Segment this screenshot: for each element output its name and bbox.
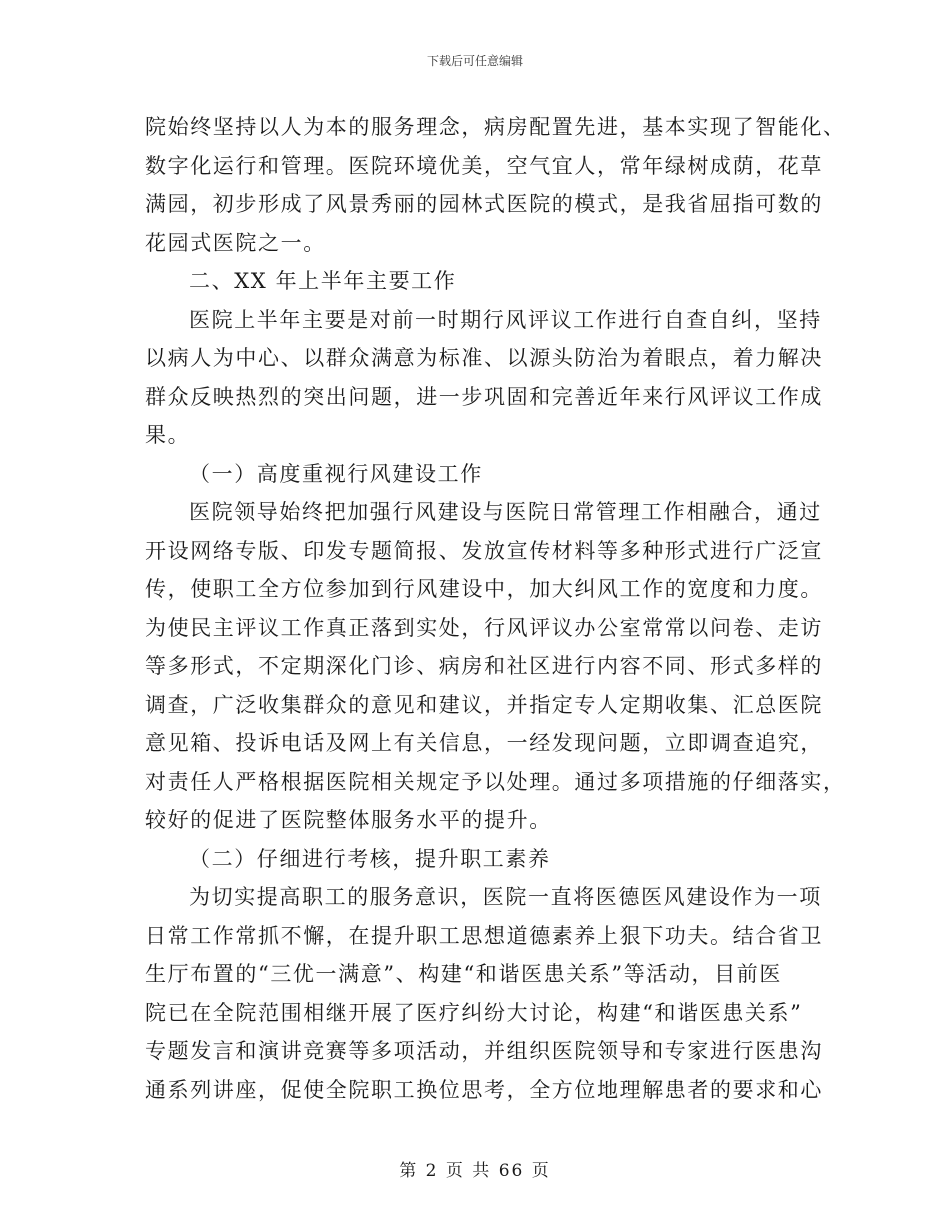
paragraph-line: 满园，初步形成了风景秀丽的园林式医院的模式，是我省屈指可数的	[145, 192, 823, 216]
paragraph-line: 开设网络专版、印发专题简报、发放宣传材料等多种形式进行广泛宣	[145, 538, 823, 563]
paragraph-line: 院始终坚持以人为本的服务理念，病房配置先进，基本实现了智能化、	[145, 115, 846, 139]
page-header: 下载后可任意编辑	[426, 54, 523, 68]
paragraph-line: 生厅布置的“三优一满意”、构建“和谐医患关系”等活动，目前医	[145, 962, 782, 986]
paragraph-line: 医院上半年主要是对前一时期行风评议工作进行自查自纠，坚持	[189, 307, 822, 332]
paragraph-line: 日常工作常抓不懈，在提升职工思想道德素养上狠下功夫。结合省卫	[145, 923, 823, 948]
paragraph-line: 以病人为中心、以群众满意为标准、以源头防治为着眼点，着力解决	[145, 346, 823, 370]
document-body	[145, 108, 846, 1109]
paragraph-line: 为切实提高职工的服务意识，医院一直将医德医风建设作为一项	[189, 885, 822, 909]
paragraph-line: 对责任人严格根据医院相关规定予以处理。通过多项措施的仔细落实，	[145, 769, 846, 794]
paragraph-line: 为使民主评议工作真正落到实处，行风评议办公室常常以问卷、走访	[145, 615, 823, 640]
subsection-heading: （二）仔细进行考核，提升职工素养	[189, 846, 551, 871]
paragraph-line: 调查，广泛收集群众的意见和建议，并指定专人定期收集、汇总医院	[145, 692, 823, 717]
paragraph-line: 较好的促进了医院整体服务水平的提升。	[145, 808, 552, 832]
paragraph-line: 群众反映热烈的突出问题，进一步巩固和完善近年来行风评议工作成	[145, 384, 823, 409]
subsection-heading: （一）高度重视行风建设工作	[189, 461, 483, 486]
paragraph-line: 医院领导始终把加强行风建设与医院日常管理工作相融合，通过	[189, 500, 822, 524]
paragraph-line: 意见箱、投诉电话及网上有关信息，一经发现问题，立即调查追究，	[145, 731, 823, 755]
paragraph-line: 果。	[145, 423, 191, 447]
paragraph-line: 通系列讲座，促使全院职工换位思考，全方位地理解患者的要求和心	[145, 1077, 823, 1102]
section-heading: 二、XX 年上半年主要工作	[189, 269, 457, 293]
paragraph-line: 院已在全院范围相继开展了医疗纠纷大讨论，构建“和谐医患关系”	[145, 1000, 803, 1025]
paragraph-line: 传，使职工全方位参加到行风建设中，加大纠风工作的宽度和力度。	[145, 577, 823, 601]
paragraph-line: 数字化运行和管理。医院环境优美，空气宜人，常年绿树成荫，花草	[145, 153, 823, 178]
paragraph-line: 专题发言和演讲竞赛等多项活动，并组织医院领导和专家进行医患沟	[145, 1039, 823, 1063]
paragraph-line: 花园式医院之一。	[145, 230, 326, 255]
page-footer: 第 2 页 共 66 页	[399, 1161, 551, 1181]
paragraph-line: 等多形式，不定期深化门诊、病房和社区进行内容不同、形式多样的	[145, 654, 823, 678]
